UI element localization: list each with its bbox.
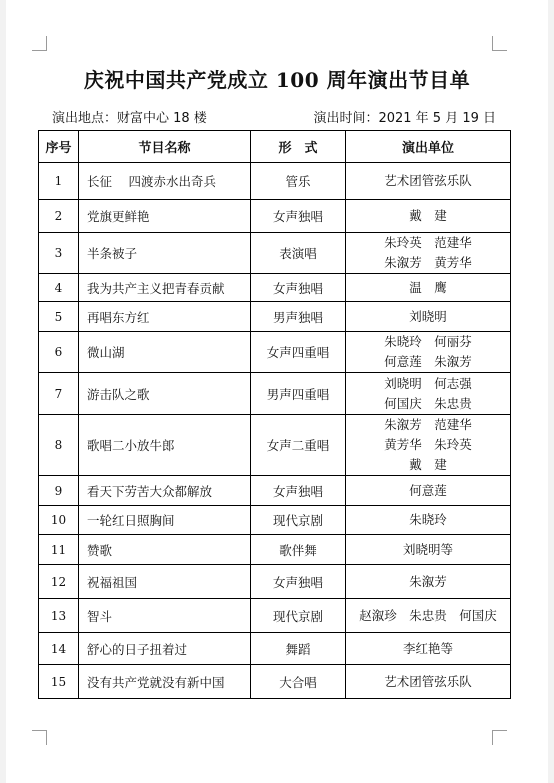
cell-form: 女声独唱 [251,200,346,233]
cell-unit [346,163,511,200]
cell-form: 女声二重唱 [251,415,346,476]
cell-unit [346,535,511,565]
header-no: 序号 [39,131,79,163]
cell-form: 表演唱 [251,233,346,274]
performer-line: 艺术团管弦乐队 [384,673,472,689]
table-row [39,665,511,699]
crop-mark-bottom-right [492,730,507,745]
table-row [39,506,511,535]
cell-name: 看天下劳苦大众都解放 [79,476,251,506]
cell-no: 5 [39,302,79,332]
cell-no: 15 [39,665,79,699]
cell-no: 6 [39,332,79,373]
table-row [39,415,511,476]
performer-line: 朱溆芳 [409,573,447,589]
cell-form: 管乐 [251,163,346,200]
cell-no: 7 [39,373,79,415]
header-form: 形 式 [251,131,346,163]
crop-mark-top-right [492,36,507,51]
cell-unit [346,373,511,415]
header-name: 节目名称 [79,131,251,163]
table-row [39,599,511,633]
cell-unit [346,633,511,665]
cell-form: 现代京剧 [251,506,346,535]
cell-name: 赞歌 [79,535,251,565]
cell-no: 2 [39,200,79,233]
cell-form: 女声独唱 [251,565,346,599]
table-row [39,565,511,599]
table-row [39,233,511,274]
cell-unit [346,506,511,535]
cell-no: 13 [39,599,79,633]
performer-line: 何意莲 [409,482,447,498]
cell-unit [346,599,511,633]
performer-line: 朱溆芳 黄芳华 [384,255,472,270]
table-row [39,332,511,373]
cell-name: 微山湖 [79,332,251,373]
cell-name: 智斗 [79,599,251,633]
performer-line: 何意莲 朱溆芳 [384,354,472,369]
program-table [38,130,511,699]
cell-form: 现代京剧 [251,599,346,633]
cell-form: 女声独唱 [251,476,346,506]
cell-name: 再唱东方红 [79,302,251,332]
document-title: 庆祝中国共产党成立 100 周年演出节目单 [83,68,471,92]
cell-name: 游击队之歌 [79,373,251,415]
performer-line: 戴 建 [409,208,447,223]
cell-form: 女声四重唱 [251,332,346,373]
performer-line: 李红艳等 [402,640,453,656]
cell-name: 祝福祖国 [79,565,251,599]
cell-unit [346,415,511,476]
cell-name: 舒心的日子扭着过 [79,633,251,665]
cell-name: 半条被子 [79,233,251,274]
table-row [39,274,511,302]
table-row [39,163,511,200]
cell-form: 男声四重唱 [251,373,346,415]
performer-line: 刘晓明 [409,308,447,324]
cell-unit [346,274,511,302]
cell-no: 11 [39,535,79,565]
cell-form: 大合唱 [251,665,346,699]
performer-line: 刘晓明 何志强 [384,375,472,391]
cell-no: 8 [39,415,79,476]
time-text: 演出时间：2021 年 5 月 19 日 [313,111,496,126]
table-row [39,200,511,233]
performer-line: 刘晓明等 [402,541,453,557]
venue-text: 演出地点：财富中心 18 楼 [52,111,207,126]
performer-line: 朱晓玲 [409,512,447,527]
performer-line: 赵溆珍 朱忠贵 何国庆 [359,607,497,623]
cell-form: 男声独唱 [251,302,346,332]
cell-name: 长征 四渡赤水出奇兵 [79,163,251,200]
cell-unit [346,233,511,274]
cell-name: 没有共产党就没有新中国 [79,665,251,699]
cell-no: 4 [39,274,79,302]
cell-no: 14 [39,633,79,665]
cell-unit [346,665,511,699]
performer-line: 温 鹰 [409,279,447,295]
cell-name: 党旗更鲜艳 [79,200,251,233]
cell-no: 3 [39,233,79,274]
table-row [39,302,511,332]
cell-name: 歌唱二小放牛郎 [79,415,251,476]
header-unit: 演出单位 [346,131,511,163]
crop-mark-bottom-left [32,730,47,745]
performer-line: 艺术团管弦乐队 [384,173,472,188]
cell-unit [346,332,511,373]
table-row [39,535,511,565]
cell-form: 歌伴舞 [251,535,346,565]
cell-unit [346,476,511,506]
performer-line: 何国庆 朱忠贵 [384,395,472,411]
table-row [39,476,511,506]
crop-mark-top-left [32,36,47,51]
table-row [39,633,511,665]
cell-unit [346,565,511,599]
cell-name: 一轮红日照胸间 [79,506,251,535]
cell-no: 10 [39,506,79,535]
cell-form: 舞蹈 [251,633,346,665]
cell-no: 1 [39,163,79,200]
table-header-row [39,131,511,163]
performer-line: 戴 建 [409,457,447,472]
cell-form: 女声独唱 [251,274,346,302]
performer-line: 朱玲英 范建华 [384,235,472,250]
cell-no: 9 [39,476,79,506]
cell-name: 我为共产主义把青春贡献 [79,274,251,302]
table-row [39,373,511,415]
performer-line: 黄芳华 朱玲英 [384,437,472,452]
cell-unit [346,200,511,233]
performer-line: 朱溆芳 范建华 [384,417,472,432]
performer-line: 朱晓玲 何丽芬 [384,334,472,349]
cell-unit [346,302,511,332]
cell-no: 12 [39,565,79,599]
